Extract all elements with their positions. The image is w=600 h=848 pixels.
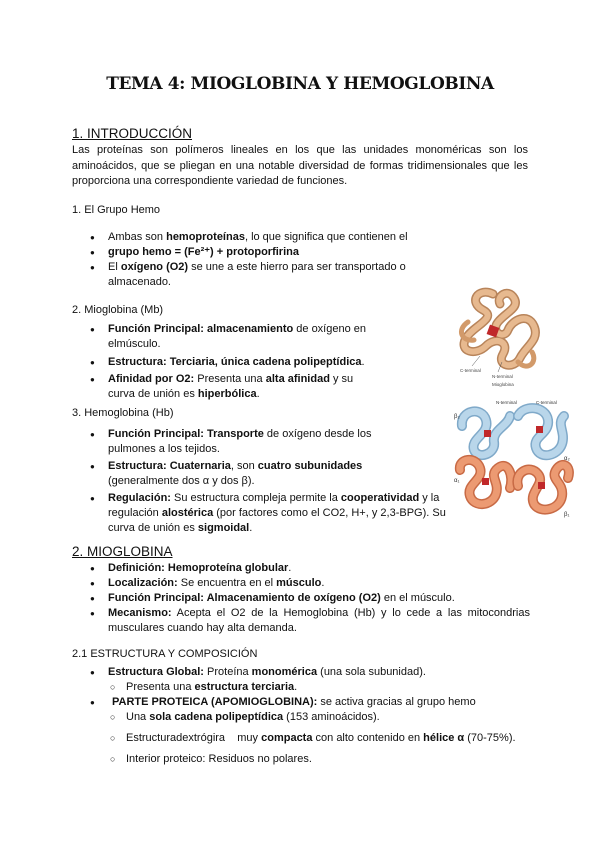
list-item: ● Definición: Hemoproteína globular. <box>90 561 530 576</box>
list-item: ● Regulación: Su estructura compleja permite la cooperatividad y la regulación alostérica (por factores como el CO2, H+, y 2,3-BPG). Su curva de unión es sigmoidal. <box>90 491 450 536</box>
list-item: ● PARTE PROTEICA (APOMIOGLOBINA): se activa gracias al grupo hemo ○ Una sola cadena polipeptídica (153 aminoácidos). ○ Estructuradextrógira muy compacta con alto contenido en hélice α (70-75%). ○ Interior proteico: Residuos no polares. <box>90 695 530 767</box>
sublist <box>108 680 530 695</box>
list-item: ● El oxígeno (O2) se une a este hierro para ser transportado o almacenado. <box>90 260 420 290</box>
estructura-list <box>90 665 530 767</box>
sublist-item: ○ Interior proteico: Residuos no polares. <box>108 752 530 767</box>
sublist-item: ○ Una sola cadena polipeptídica (153 aminoácidos). <box>108 710 530 725</box>
list-item: ● Función Principal: Transporte de oxígeno desde los pulmones a los tejidos. <box>90 427 408 457</box>
list-item: ● Estructura: Terciaria, única cadena polipeptídica. <box>90 355 380 370</box>
page-title: TEMA 4: MIOGLOBINA Y HEMOGLOBINA <box>106 74 494 94</box>
fig-label: α₂ <box>564 456 570 462</box>
fig-label: Mioglobina <box>492 382 514 387</box>
sublist <box>108 710 530 767</box>
list-item: ● Estructura Global: Proteína monomérica (una sola subunidad). ○ Presenta una estructura terciaria. <box>90 665 530 695</box>
list-item: ● Afinidad por O2: Presenta una alta afinidad y su curva de unión es hiperbólica. <box>90 372 380 402</box>
myoglobin-figure <box>448 282 548 394</box>
list-item: ● Función Principal: Almacenamiento de oxígeno (O2) en el músculo. <box>90 591 530 606</box>
fig-label: β₁ <box>564 512 570 518</box>
sublist-item: ○ Estructuradextrógira muy compacta con alto contenido en hélice α (70-75%). <box>108 731 530 746</box>
subheading-mioglobina: 2. Mioglobina (Mb) <box>72 304 164 316</box>
fig-label: β₂ <box>454 414 460 420</box>
grupo-hemo-list <box>90 230 420 290</box>
sublist-item: ○ Presenta una estructura terciaria. <box>108 680 530 695</box>
mioglobina-definition-list <box>90 561 530 636</box>
fig-label: N-terminal <box>496 400 517 405</box>
heme-group-icon <box>536 426 543 433</box>
list-item: ● Ambas son hemoproteínas, lo que significa que contienen el <box>90 230 420 245</box>
hemoglobin-figure <box>452 396 576 524</box>
list-item: ● Localización: Se encuentra en el músculo. <box>90 576 530 591</box>
list-item: ● Estructura: Cuaternaria, son cuatro subunidades (generalmente dos α y dos β). <box>90 459 398 489</box>
fig-label: α₁ <box>454 478 460 484</box>
subheading-grupo-hemo: 1. El Grupo Hemo <box>72 204 161 216</box>
list-item: ● Función Principal: almacenamiento de oxígeno en elmúsculo. <box>90 322 380 352</box>
mioglobina-list <box>90 322 380 402</box>
intro-paragraph: Las proteínas son polímeros lineales en los que las unidades monoméricas son los aminoácidos, que se pliegan en una notable diversidad de formas tridimensionales que les proporciona una correspondiente variedad de funciones. <box>72 144 528 187</box>
section-heading-introduccion: 1. INTRODUCCIÓN <box>72 126 193 141</box>
heme-group-icon <box>484 430 491 437</box>
subheading-estructura: 2.1 ESTRUCTURA Y COMPOSICIÓN <box>72 648 258 660</box>
heme-group-icon <box>482 478 489 485</box>
hemoglobina-list <box>90 427 450 536</box>
fig-label: C-terminal <box>460 368 481 373</box>
list-item: ● Mecanismo: Acepta el O2 de la Hemoglobina (Hb) y lo cede a las mitocondrias musculares cuando hay alta demanda. <box>90 606 530 636</box>
fig-label: C-terminal <box>536 400 557 405</box>
heme-group-icon <box>538 482 545 489</box>
section-heading-mioglobina: 2. MIOGLOBINA <box>72 544 173 559</box>
fig-label: N-terminal <box>492 374 513 379</box>
subheading-hemoglobina: 3. Hemoglobina (Hb) <box>72 407 174 419</box>
list-item: ● grupo hemo = (Fe²⁺) + protoporfirina <box>90 245 420 260</box>
